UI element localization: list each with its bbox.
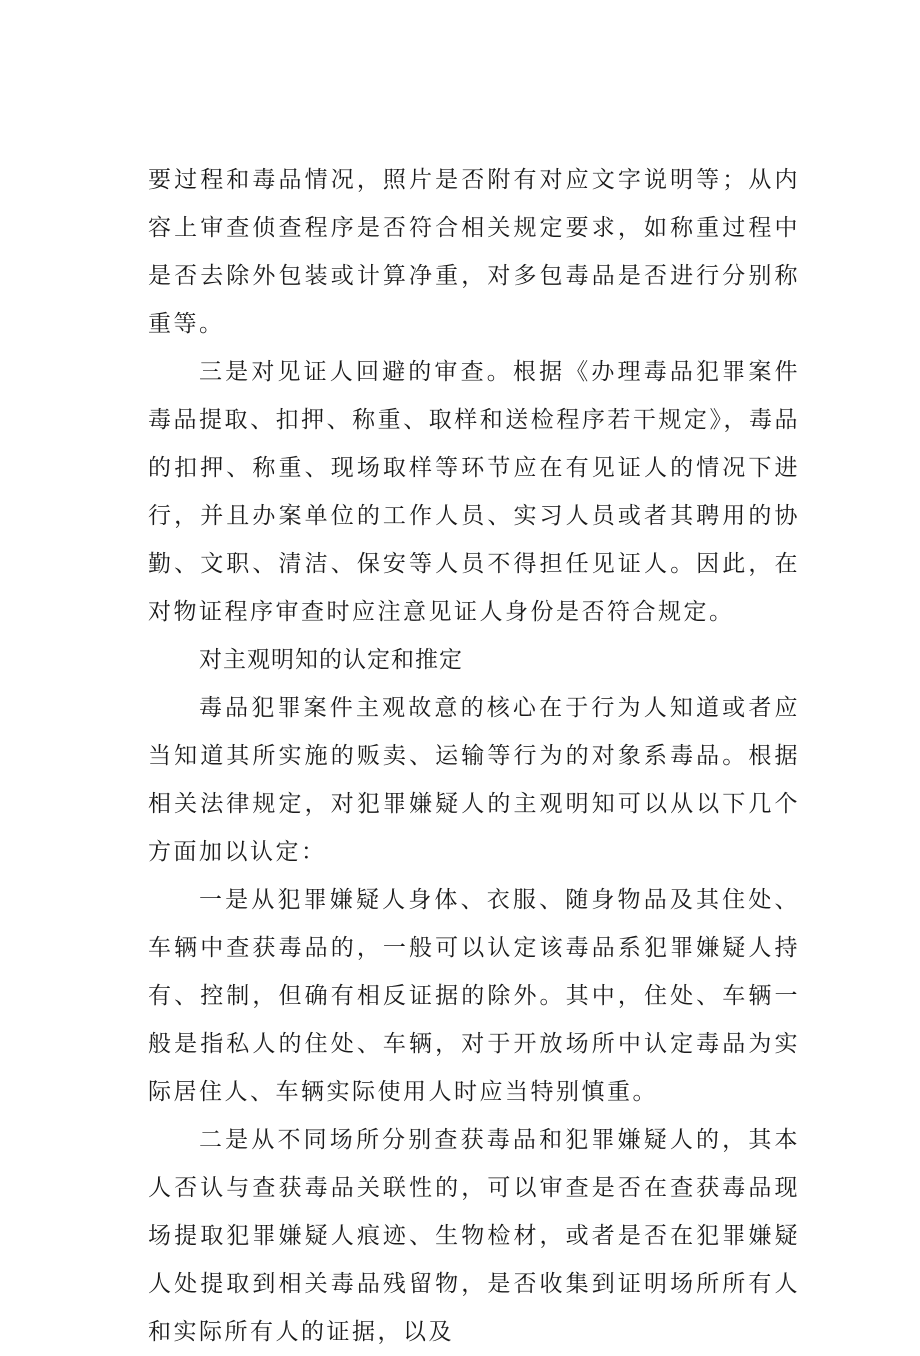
document-body: [148, 156, 800, 1356]
paragraph-point-two: 二是从不同场所分别查获毒品和犯罪嫌疑人的，其本人否认与查获毒品关联性的，可以审查是否在查获毒品现场提取犯罪嫌疑人痕迹、生物检材，或者是否在犯罪嫌疑人处提取到相关毒品残留物，是否收集到证明场所所有人和实际所有人的证据，以及: [148, 1127, 800, 1345]
paragraph-continuation: 要过程和毒品情况，照片是否附有对应文字说明等；从内容上审查侦查程序是否符合相关规定要求，如称重过程中是否去除外包装或计算净重，对多包毒品是否进行分别称重等。: [148, 167, 800, 337]
section-heading: 对主观明知的认定和推定: [199, 647, 463, 673]
paragraph-point-one: 一是从犯罪嫌疑人身体、衣服、随身物品及其住处、车辆中查获毒品的，一般可以认定该毒品系犯罪嫌疑人持有、控制，但确有相反证据的除外。其中，住处、车辆一般是指私人的住处、车辆，对于开放场所中认定毒品为实际居住人、车辆实际使用人时应当特别慎重。: [148, 887, 800, 1105]
paragraph-intent: 毒品犯罪案件主观故意的核心在于行为人知道或者应当知道其所实施的贩卖、运输等行为的对象系毒品。根据相关法律规定，对犯罪嫌疑人的主观明知可以从以下几个方面加以认定：: [148, 695, 800, 865]
paragraph-witness-review: 三是对见证人回避的审查。根据《办理毒品犯罪案件毒品提取、扣押、称重、取样和送检程序若干规定》，毒品的扣押、称重、现场取样等环节应在有见证人的情况下进行，并且办案单位的工作人员、实习人员或者其聘用的协勤、文职、清洁、保安等人员不得担任见证人。因此，在对物证程序审查时应注意见证人身份是否符合规定。: [148, 359, 800, 625]
